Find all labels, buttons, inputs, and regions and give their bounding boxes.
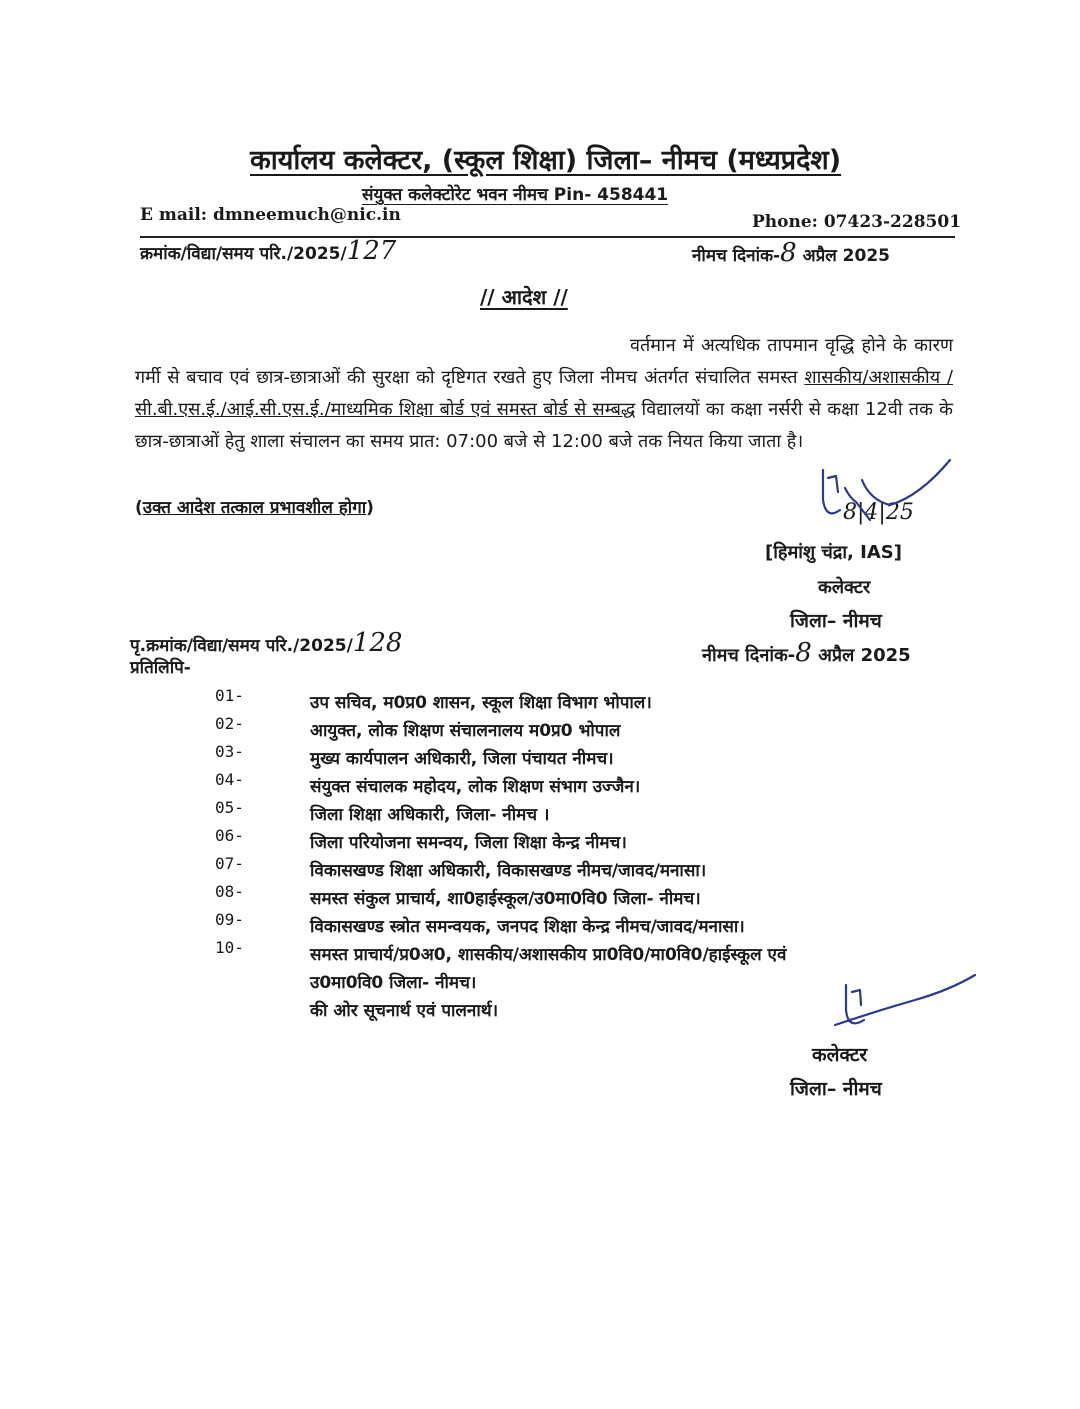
recipient-number: 08- <box>215 882 244 901</box>
recipient-text: समस्त प्राचार्य/प्र0अ0, शासकीय/अशासकीय प्रा0वि0/मा0वि0/हाईस्कूल एवं <box>310 945 787 965</box>
copy-date-day: 8 <box>795 638 812 668</box>
signatory2-district: जिला– नीमच <box>790 1078 882 1100</box>
signature-date: 8|4|25 <box>843 500 914 525</box>
copy-date-prefix: नीमच दिनांक- <box>702 645 796 666</box>
recipient-text: जिला परियोजना समन्वय, जिला शिक्षा केन्द्र नीमच। <box>310 833 627 853</box>
recipient-number: 05- <box>215 798 244 817</box>
signatory-role: कलेक्टर <box>818 577 871 598</box>
office-title: कार्यालय कलेक्टर, (स्कूल शिक्षा) जिला– नीमच (मध्यप्रदेश) <box>250 145 842 176</box>
recipient-number: 10- <box>215 938 244 957</box>
email-line: E mail: dmneemuch@nic.in <box>140 205 401 225</box>
copy-number-handwritten: 128 <box>352 628 403 658</box>
signatory2-role: कलेक्टर <box>812 1044 868 1066</box>
recipient-text: विकासखण्ड शिक्षा अधिकारी, विकासखण्ड नीमच/जावद/मनासा। <box>310 861 707 881</box>
order-body-part2: विद्यालयों का कक्षा नर्सरी से कक्षा 12वी तक के छात्र-छात्राओं हेतु शाला संचालन का समय प्रात: 07:00 बजे से 12:00 बजे तक नियत किया जाता है। <box>135 399 954 452</box>
order-body-part1: वर्तमान में अत्यधिक तापमान वृद्धि होने के कारण गर्मी से बचाव एवं छात्र-छात्राओं की सुरक्षा को दृष्टिगत रखते हुए जिला नीमच अंतर्गत संचालित समस्त <box>135 335 953 388</box>
recipient-number: 02- <box>215 714 244 733</box>
recipient-text: विकासखण्ड स्त्रोत समन्वयक, जनपद शिक्षा केन्द्र नीमच/जावद/मनासा। <box>310 917 745 937</box>
signatory-district: जिला– नीमच <box>790 610 882 632</box>
closing-line: की ओर सूचनार्थ एवं पालनार्थ। <box>310 1001 499 1021</box>
order-date-prefix: नीमच दिनांक- <box>692 246 781 266</box>
recipient-text: आयुक्त, लोक शिक्षण संचालनालय म0प्र0 भोपाल <box>310 721 621 741</box>
signatory-name: [हिमांशु चंद्रा, IAS] <box>765 542 902 563</box>
recipient-text: समस्त संकुल प्राचार्य, शा0हाईस्कूल/उ0मा0वि0 जिला- नीमच। <box>310 889 701 909</box>
signature-stroke <box>823 460 950 520</box>
order-date-day: 8 <box>780 238 797 268</box>
recipient-text: जिला शिक्षा अधिकारी, जिला- नीमच । <box>310 805 550 825</box>
office-address: संयुक्त कलेक्टोरेट भवन नीमच Pin- 458441 <box>362 185 669 205</box>
effect-note-close: ) <box>366 498 374 518</box>
copy-number-prefix: पृ.क्रमांक/विद्या/समय परि./2025/ <box>130 636 353 656</box>
phone-line: Phone: 07423-228501 <box>752 212 962 232</box>
order-heading: // आदेश // <box>480 285 568 309</box>
order-date-suffix: अप्रैल 2025 <box>802 246 890 266</box>
signature-stroke <box>835 975 975 1025</box>
order-body-underlined: शासकीय/अशासकीय /सी.बी.एस.ई./आई.सी.एस.ई./माध्यमिक शिक्षा बोर्ड एवं समस्त बोर्ड से सम्बद्ध <box>135 367 953 420</box>
order-number-prefix: क्रमांक/विद्या/समय परि./2025/ <box>140 244 347 264</box>
effect-note-text: उक्त आदेश तत्काल प्रभावशील होगा <box>142 498 367 518</box>
recipient-text: संयुक्त संचालक महोदय, लोक शिक्षण संभाग उज्जैन। <box>310 777 641 797</box>
recipient-number: 03- <box>215 742 244 761</box>
recipient-number: 04- <box>215 770 244 789</box>
recipient-number: 09- <box>215 910 244 929</box>
recipient-continuation: उ0मा0वि0 जिला- नीमच। <box>310 973 477 993</box>
recipient-number: 01- <box>215 686 244 705</box>
recipient-text: मुख्य कार्यपालन अधिकारी, जिला पंचायत नीमच। <box>310 749 614 769</box>
recipient-number: 07- <box>215 854 244 873</box>
copy-date-suffix: अप्रैल 2025 <box>818 645 911 666</box>
recipient-text: उप सचिव, म0प्र0 शासन, स्कूल शिक्षा विभाग भोपाल। <box>310 693 652 713</box>
effect-note-open: ( <box>135 498 143 518</box>
copy-label: प्रतिलिपि- <box>130 658 191 678</box>
order-number-handwritten: 127 <box>346 236 397 266</box>
recipient-number: 06- <box>215 826 244 845</box>
